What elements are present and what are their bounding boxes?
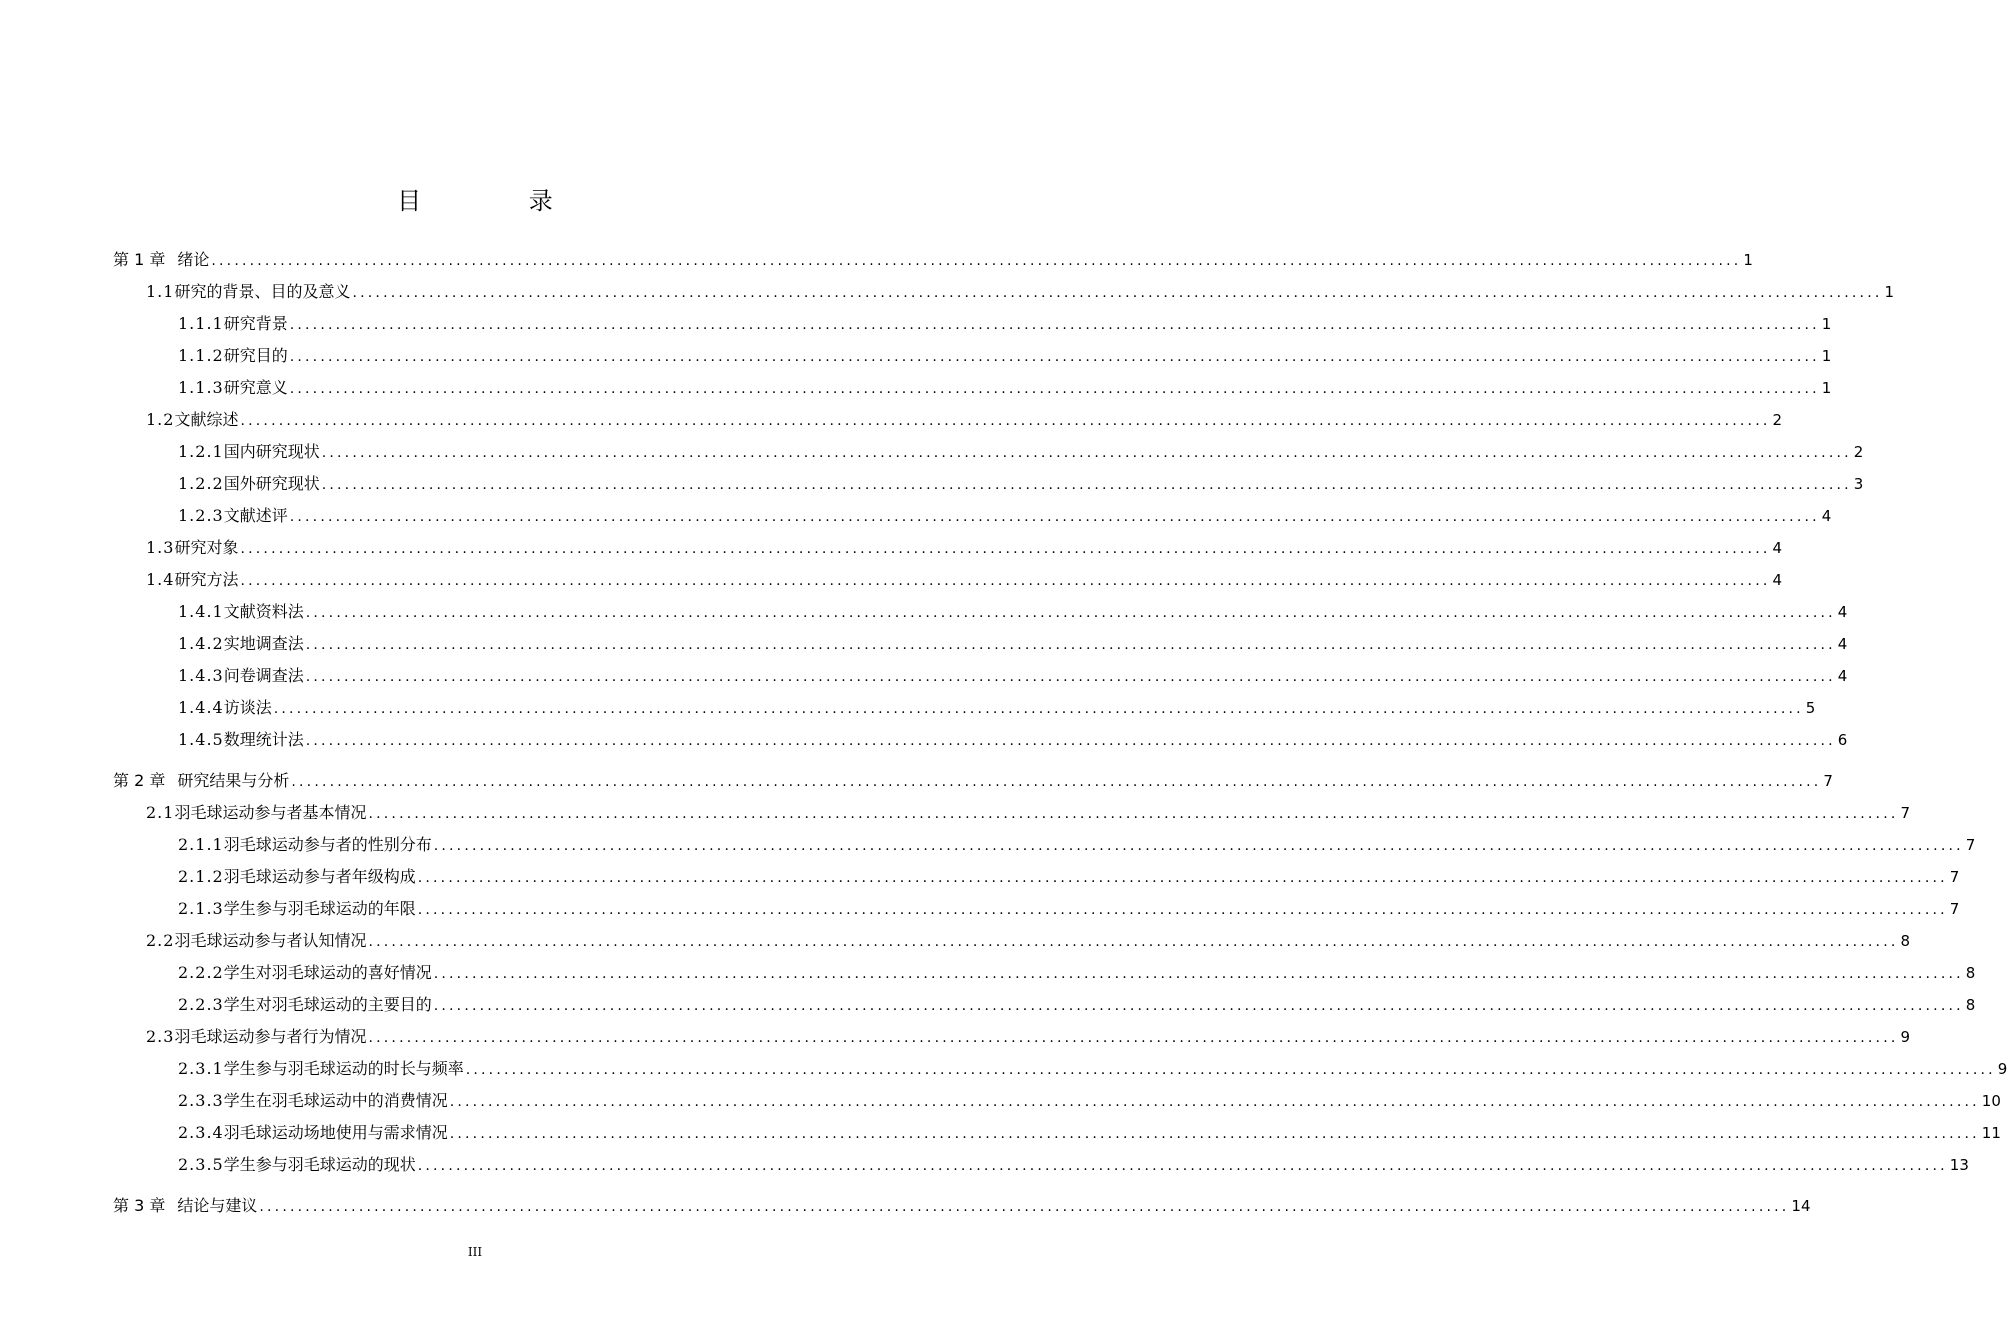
- toc-dot-leader: ........................................................................................................................................................................................................: [321, 477, 1852, 493]
- toc-entry-title: 学生对羽毛球运动的主要目的: [223, 995, 432, 1014]
- toc-entry-title: 羽毛球运动参与者年级构成: [223, 867, 416, 886]
- toc-entry-number: 2.3.3: [178, 1091, 224, 1110]
- toc-entry-page: 7: [1965, 836, 1976, 854]
- toc-entry-title: 结论与建议: [177, 1196, 258, 1215]
- toc-entry-title: 问卷调查法: [223, 666, 304, 685]
- toc-entry-number: 1.2.1: [178, 442, 224, 461]
- toc-dot-leader: ........................................................................................................................................................................................................: [259, 1199, 1790, 1215]
- toc-dot-leader: ........................................................................................................................................................................................................: [291, 774, 1822, 790]
- toc-entry[interactable]: [146, 537, 1783, 559]
- toc-entry-number: 1.1: [146, 282, 175, 301]
- toc-entry-title: 文献综述: [174, 410, 239, 429]
- toc-entry-number: 1.1.3: [178, 378, 224, 397]
- toc-entry[interactable]: [178, 962, 1976, 984]
- toc-entry-number: 第 1 章: [113, 250, 166, 269]
- toc-dot-leader: ........................................................................................................................................................................................................: [433, 998, 1964, 1014]
- toc-entry-title: 羽毛球运动参与者的性别分布: [223, 835, 432, 854]
- toc-entry[interactable]: [146, 930, 1911, 952]
- toc-entry[interactable]: [178, 834, 1976, 856]
- toc-entry[interactable]: [113, 1195, 1811, 1217]
- toc-entry[interactable]: [178, 345, 1832, 367]
- toc-dot-leader: ........................................................................................................................................................................................................: [305, 605, 1836, 621]
- toc-dot-leader: ........................................................................................................................................................................................................: [433, 838, 1964, 854]
- toc-entry-title: 学生参与羽毛球运动的现状: [223, 1155, 416, 1174]
- toc-entry-title: 羽毛球运动参与者基本情况: [174, 803, 367, 822]
- toc-entry-page: 9: [1997, 1060, 2007, 1078]
- toc-entry[interactable]: [178, 1058, 2007, 1080]
- toc-entry-title: 访谈法: [223, 698, 272, 717]
- toc-entry-title: 国外研究现状: [223, 474, 320, 493]
- toc-entry[interactable]: [178, 1122, 2001, 1144]
- toc-entry-title: 学生在羽毛球运动中的消费情况: [223, 1091, 448, 1110]
- toc-entry-title: 研究目的: [223, 346, 288, 365]
- toc-dot-leader: ........................................................................................................................................................................................................: [211, 253, 1742, 269]
- toc-dot-leader: ........................................................................................................................................................................................................: [449, 1094, 1980, 1110]
- toc-dot-leader: ........................................................................................................................................................................................................: [449, 1126, 1980, 1142]
- toc-entry-title: 文献述评: [223, 506, 288, 525]
- toc-entry-number: 1.1.2: [178, 346, 224, 365]
- toc-entry-page: 3: [1853, 475, 1864, 493]
- toc-entry-page: 4: [1772, 571, 1783, 589]
- toc-entry[interactable]: [146, 409, 1783, 431]
- toc-entry-page: 7: [1949, 868, 1960, 886]
- toc-entry-page: 1: [1821, 347, 1832, 365]
- toc-dot-leader: ........................................................................................................................................................................................................: [305, 637, 1836, 653]
- toc-entry-title: 学生对羽毛球运动的喜好情况: [223, 963, 432, 982]
- toc-entry-number: 2.3: [146, 1027, 175, 1046]
- toc-entry[interactable]: [178, 441, 1864, 463]
- toc-entry[interactable]: [178, 665, 1848, 687]
- toc-entry-title: 绪论: [177, 250, 210, 269]
- toc-entry[interactable]: [178, 313, 1832, 335]
- toc-entry-page: 5: [1805, 699, 1816, 717]
- toc-entry-page: 13: [1949, 1156, 1969, 1174]
- toc-entry-number: 1.4.5: [178, 730, 224, 749]
- toc-entry-title: 研究对象: [174, 538, 239, 557]
- toc-dot-leader: ........................................................................................................................................................................................................: [417, 1158, 1948, 1174]
- toc-entry-number: 第 3 章: [113, 1196, 166, 1215]
- toc-entry-page: 8: [1900, 932, 1911, 950]
- toc-entry-number: 1.2.3: [178, 506, 224, 525]
- toc-dot-leader: ........................................................................................................................................................................................................: [305, 669, 1836, 685]
- toc-entry-number: 2.1.2: [178, 867, 224, 886]
- toc-entry-page: 1: [1821, 379, 1832, 397]
- toc-entry-title: 羽毛球运动参与者行为情况: [174, 1027, 367, 1046]
- toc-entry-title: 文献资料法: [223, 602, 304, 621]
- toc-entry-number: 1.4: [146, 570, 175, 589]
- toc-entry-page: 1: [1743, 251, 1753, 269]
- toc-entry-title: 学生参与羽毛球运动的年限: [223, 899, 416, 918]
- toc-dot-leader: ........................................................................................................................................................................................................: [352, 285, 1883, 301]
- toc-entry-page: 1: [1821, 315, 1832, 333]
- toc-entry[interactable]: [113, 249, 1753, 271]
- toc-entry-title: 数理统计法: [223, 730, 304, 749]
- toc-entry[interactable]: [178, 697, 1816, 719]
- toc-entry[interactable]: [178, 898, 1960, 920]
- toc-entry[interactable]: [146, 802, 1911, 824]
- toc-dot-leader: ........................................................................................................................................................................................................: [417, 902, 1948, 918]
- toc-dot-leader: ........................................................................................................................................................................................................: [273, 701, 1804, 717]
- toc-entry[interactable]: [178, 1154, 1969, 1176]
- toc-dot-leader: ........................................................................................................................................................................................................: [465, 1062, 1996, 1078]
- toc-dot-leader: ........................................................................................................................................................................................................: [305, 733, 1836, 749]
- toc-entry-title: 学生参与羽毛球运动的时长与频率: [223, 1059, 464, 1078]
- toc-entry[interactable]: [113, 770, 1833, 792]
- toc-entry[interactable]: [178, 729, 1848, 751]
- toc-entry-number: 2.3.1: [178, 1059, 224, 1078]
- toc-entry-number: 第 2 章: [113, 771, 166, 790]
- toc-entry-number: 1.2.2: [178, 474, 224, 493]
- toc-dot-leader: ........................................................................................................................................................................................................: [289, 509, 1820, 525]
- toc-entry-page: 14: [1791, 1197, 1811, 1215]
- toc-entry-title: 实地调查法: [223, 634, 304, 653]
- toc-entry[interactable]: [146, 569, 1783, 591]
- toc-entry-title: 羽毛球运动场地使用与需求情况: [223, 1123, 448, 1142]
- toc-entry-page: 1: [1884, 283, 1895, 301]
- toc-entry-page: 11: [1981, 1124, 2001, 1142]
- toc-entry-page: 4: [1837, 635, 1848, 653]
- toc-entry-page: 10: [1981, 1092, 2001, 1110]
- toc-entry-page: 4: [1837, 667, 1848, 685]
- toc-dot-leader: ........................................................................................................................................................................................................: [368, 806, 1899, 822]
- toc-entry-page: 8: [1965, 964, 1976, 982]
- toc-entry[interactable]: [178, 1090, 2001, 1112]
- toc-dot-leader: ........................................................................................................................................................................................................: [240, 573, 1771, 589]
- toc-dot-leader: ........................................................................................................................................................................................................: [240, 413, 1771, 429]
- toc-dot-leader: ........................................................................................................................................................................................................: [417, 870, 1948, 886]
- toc-dot-leader: ........................................................................................................................................................................................................: [289, 381, 1820, 397]
- toc-entry-number: 1.3: [146, 538, 175, 557]
- toc-entry-number: 1.4.4: [178, 698, 224, 717]
- toc-entry-number: 2.3.4: [178, 1123, 224, 1142]
- toc-entry[interactable]: [178, 505, 1832, 527]
- page-number-footer: III: [467, 1245, 483, 1259]
- toc-entry[interactable]: [146, 1026, 1911, 1048]
- toc-entry[interactable]: [178, 866, 1960, 888]
- toc-entry-number: 2.2: [146, 931, 175, 950]
- toc-entry-page: 7: [1949, 900, 1960, 918]
- toc-entry[interactable]: [178, 994, 1976, 1016]
- toc-entry-title: 研究方法: [174, 570, 239, 589]
- toc-entry[interactable]: [178, 601, 1848, 623]
- toc-entry[interactable]: [146, 281, 1895, 303]
- toc-dot-leader: ........................................................................................................................................................................................................: [321, 445, 1852, 461]
- page-title: 目 录: [397, 187, 603, 215]
- toc-entry[interactable]: [178, 473, 1864, 495]
- toc-entry-number: 1.2: [146, 410, 175, 429]
- toc-entry-number: 2.1.1: [178, 835, 224, 854]
- toc-dot-leader: ........................................................................................................................................................................................................: [240, 541, 1771, 557]
- toc-entry-page: 7: [1823, 772, 1833, 790]
- toc-entry-page: 8: [1965, 996, 1976, 1014]
- toc-entry-number: 2.3.5: [178, 1155, 224, 1174]
- toc-entry-number: 1.4.3: [178, 666, 224, 685]
- toc-entry-page: 7: [1900, 804, 1911, 822]
- toc-entry[interactable]: [178, 377, 1832, 399]
- toc-entry[interactable]: [178, 633, 1848, 655]
- toc-entry-number: 2.1.3: [178, 899, 224, 918]
- toc-dot-leader: ........................................................................................................................................................................................................: [289, 317, 1820, 333]
- toc-entry-page: 4: [1821, 507, 1832, 525]
- toc-entry-title: 羽毛球运动参与者认知情况: [174, 931, 367, 950]
- toc-entry-number: 1.4.2: [178, 634, 224, 653]
- toc-entry-title: 研究意义: [223, 378, 288, 397]
- toc-entry-number: 2.2.3: [178, 995, 224, 1014]
- toc-entry-title: 国内研究现状: [223, 442, 320, 461]
- toc-entry-page: 2: [1772, 411, 1783, 429]
- toc-entry-title: 研究背景: [223, 314, 288, 333]
- toc-entry-number: 2.1: [146, 803, 175, 822]
- toc-dot-leader: ........................................................................................................................................................................................................: [368, 1030, 1899, 1046]
- toc-entry-page: 4: [1837, 603, 1848, 621]
- toc-dot-leader: ........................................................................................................................................................................................................: [433, 966, 1964, 982]
- toc-entry-page: 6: [1837, 731, 1848, 749]
- toc-entry-number: 1.1.1: [178, 314, 224, 333]
- toc-entry-title: 研究结果与分析: [177, 771, 290, 790]
- toc-entry-title: 研究的背景、目的及意义: [174, 282, 351, 301]
- toc-entry-page: 2: [1853, 443, 1864, 461]
- toc-dot-leader: ........................................................................................................................................................................................................: [368, 934, 1899, 950]
- toc-entry-page: 9: [1900, 1028, 1911, 1046]
- toc-entry-number: 2.2.2: [178, 963, 224, 982]
- toc-entry-number: 1.4.1: [178, 602, 224, 621]
- toc-dot-leader: ........................................................................................................................................................................................................: [289, 349, 1820, 365]
- toc-entry-page: 4: [1772, 539, 1783, 557]
